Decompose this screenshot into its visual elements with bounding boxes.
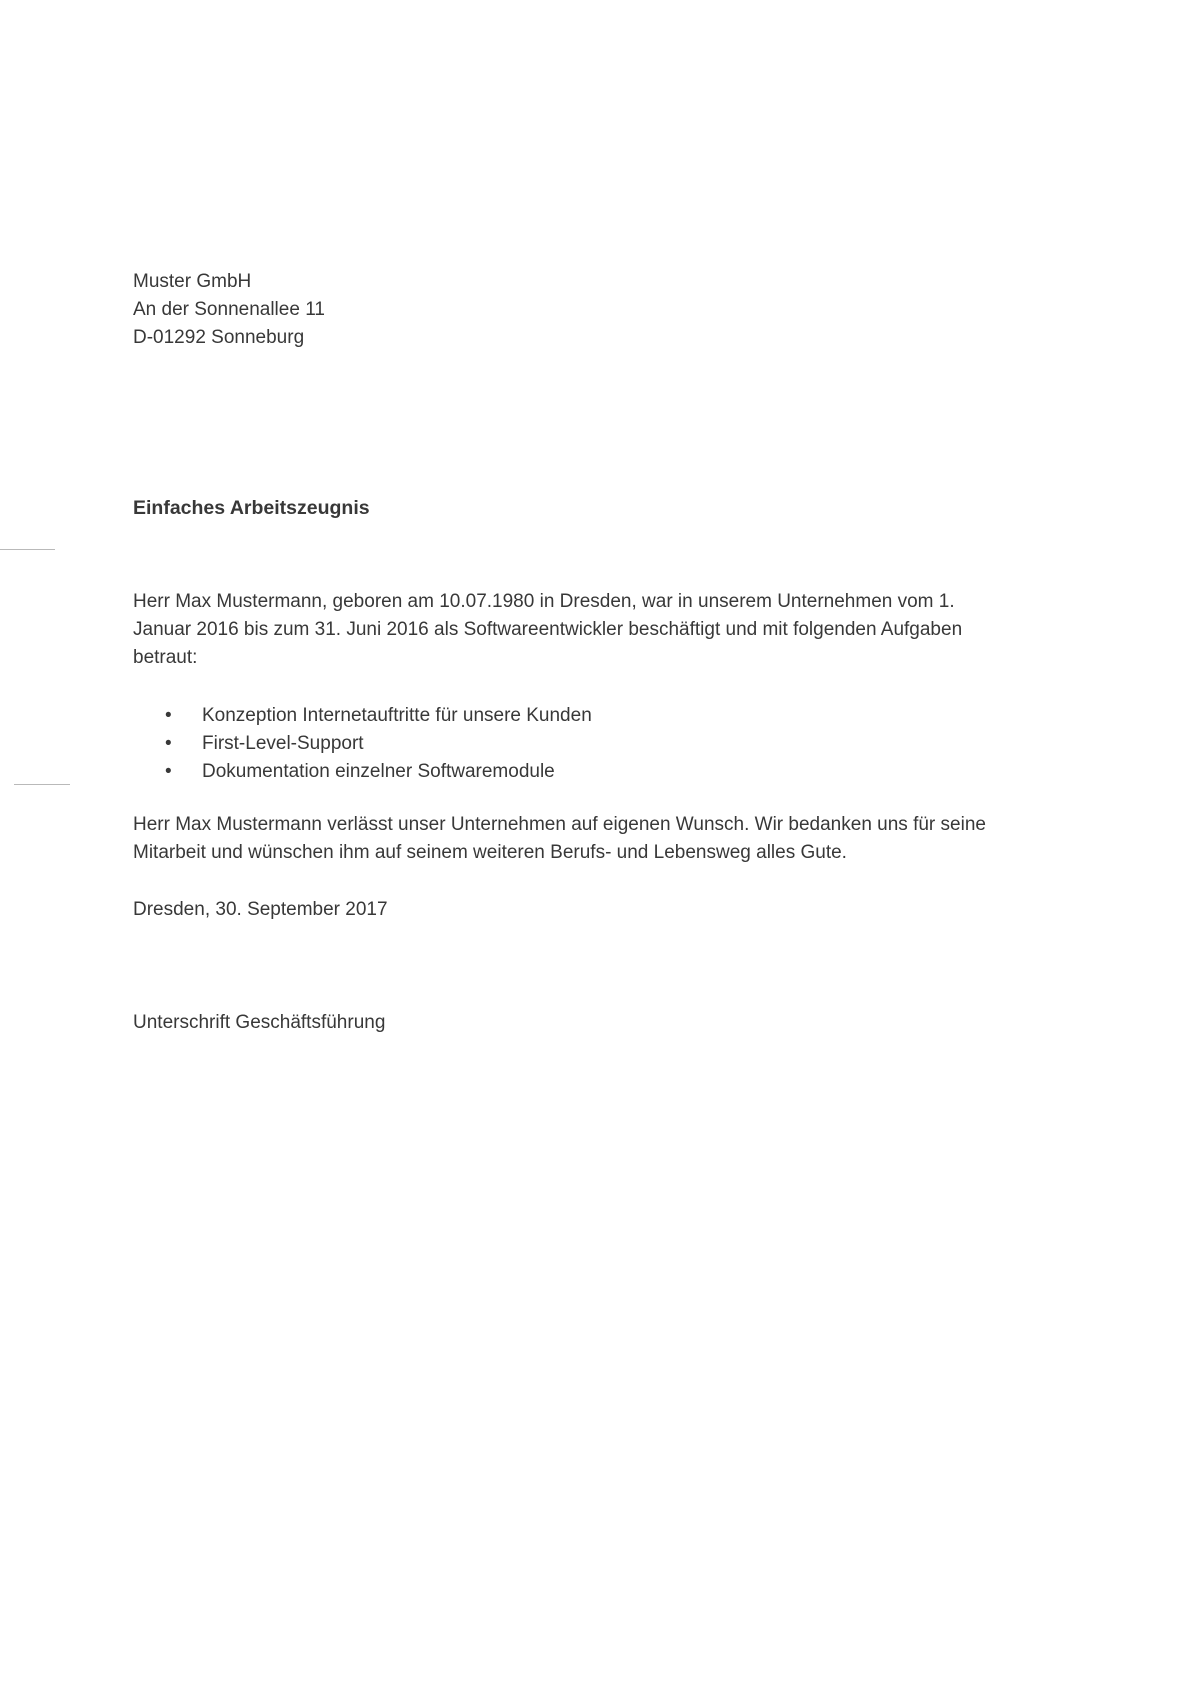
sender-company: Muster GmbH [133,271,252,292]
date-line: Dresden, 30. September 2017 [133,899,388,920]
task-item: • First-Level-Support [133,730,1008,758]
task-item: • Dokumentation einzelner Softwaremodule [133,758,1008,786]
closing-paragraph: Herr Max Mustermann verlässt unser Unternehmen auf eigenen Wunsch. Wir bedanken uns für seine Mitarbeit und wünschen ihm auf seinem weiteren Berufs- und Lebensweg alles Gute. [133,814,986,863]
fold-mark-bottom [14,784,70,785]
intro-paragraph: Herr Max Mustermann, geboren am 10.07.1980 in Dresden, war in unserem Unternehmen vom 1. Januar 2016 bis zum 31. Juni 2016 als Softwareentwickler beschäftigt und mit folgenden Aufgaben betraut: [133,591,963,668]
sender-street: An der Sonnenallee 11 [133,299,325,320]
sender-address-block [133,268,1008,352]
task-item: • Konzeption Internetauftritte für unsere Kunden [133,702,1008,730]
document-heading: Einfaches Arbeitszeugnis [133,497,370,519]
fold-mark-top [0,549,55,550]
letter-content [133,0,1008,1037]
task-list [133,702,1008,786]
signature-caption: Unterschrift Geschäftsführung [133,1012,386,1033]
sender-city: D-01292 Sonneburg [133,327,305,348]
